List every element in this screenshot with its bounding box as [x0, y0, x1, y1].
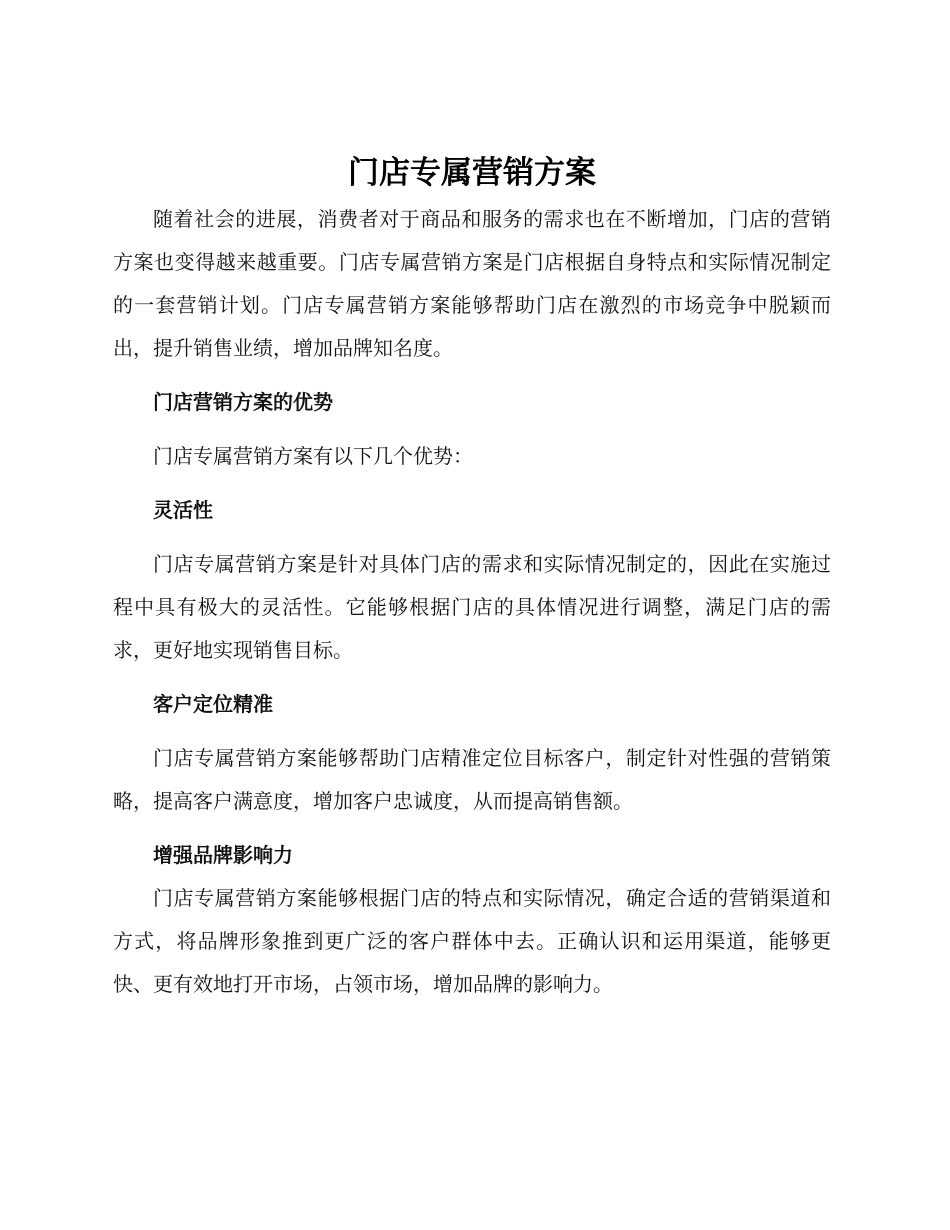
- section-heading-targeting: 客户定位精准: [153, 692, 273, 716]
- advantages-intro-paragraph: 门店专属营销方案有以下几个优势：: [153, 444, 473, 468]
- section-heading-flexibility: 灵活性: [153, 498, 213, 522]
- document-title: 门店专属营销方案: [348, 155, 596, 191]
- advantages-heading: 门店营销方案的优势: [153, 390, 333, 414]
- section-body-brand: 门店专属营销方案能够根据门店的特点和实际情况，确定合适的营销渠道和方式，将品牌形象推到更广泛的客户群体中去。正确认识和运用渠道，能够更快、更有效地打开市场，占领市场，增加品牌的影响力。: [113, 886, 831, 996]
- section-body-flexibility: 门店专属营销方案是针对具体门店的需求和实际情况制定的，因此在实施过程中具有极大的灵活性。它能够根据门店的具体情况进行调整，满足门店的需求，更好地实现销售目标。: [113, 552, 831, 662]
- document-page: [113, 148, 831, 1006]
- section-body-targeting: 门店专属营销方案能够帮助门店精准定位目标客户，制定针对性强的营销策略，提高客户满意度，增加客户忠诚度，从而提高销售额。: [113, 746, 831, 813]
- section-heading-brand: 增强品牌影响力: [153, 843, 293, 867]
- intro-paragraph: 随着社会的进展，消费者对于商品和服务的需求也在不断增加，门店的营销方案也变得越来越重要。门店专属营销方案是门店根据自身特点和实际情况制定的一套营销计划。门店专属营销方案能够帮助门店在激烈的市场竞争中脱颖而出，提升销售业绩，增加品牌知名度。: [113, 207, 831, 360]
